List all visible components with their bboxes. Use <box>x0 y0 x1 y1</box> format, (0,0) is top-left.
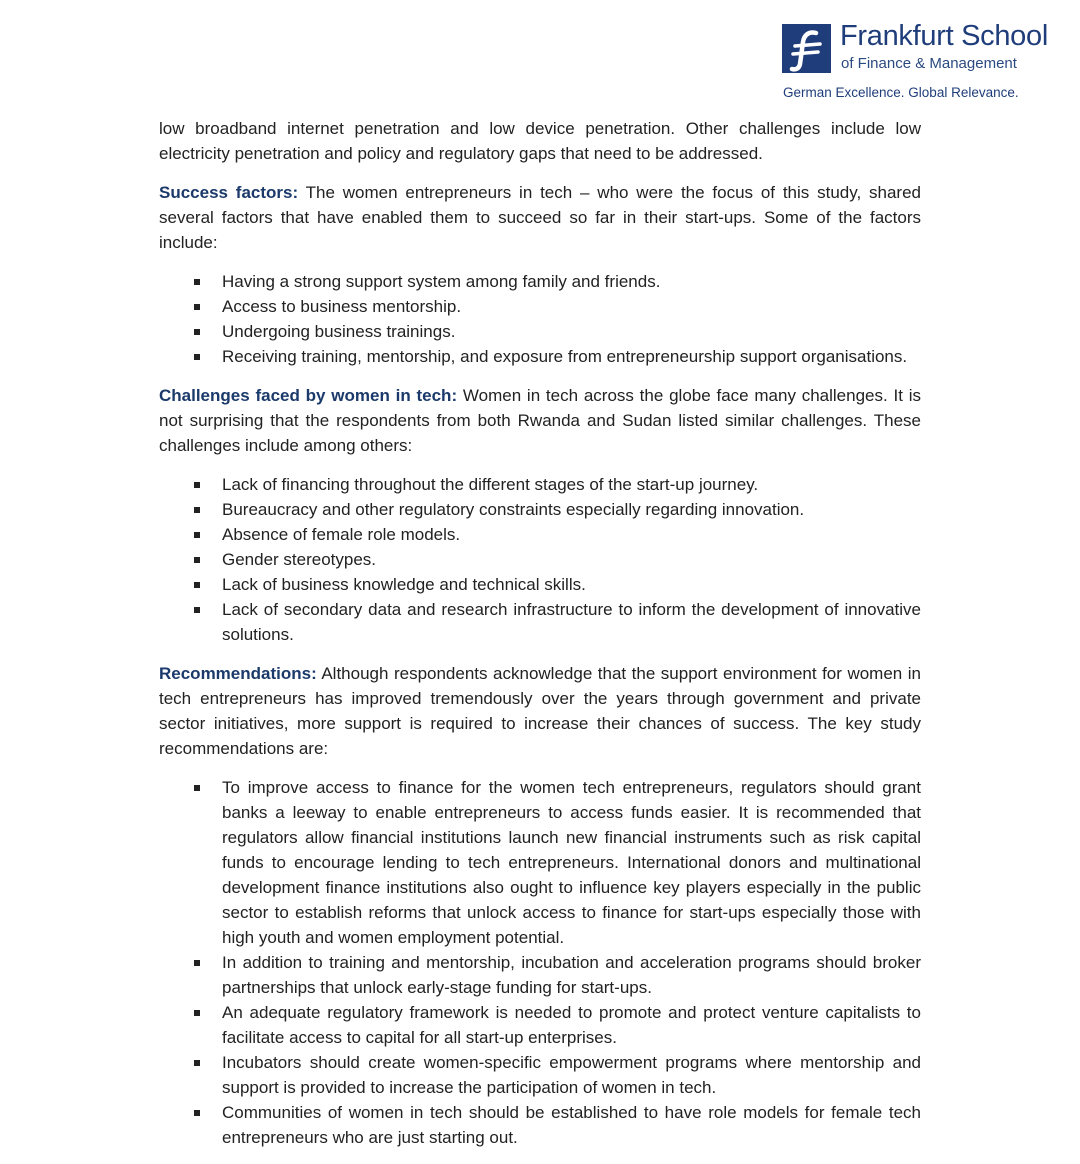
list-item: Absence of female role models. <box>159 522 921 547</box>
list-item: An adequate regulatory framework is needed to promote and protect venture capitalists to facilitate access to capital for all start-up enterprises. <box>159 1000 921 1050</box>
list-item: Receiving training, mentorship, and exposure from entrepreneurship support organisations. <box>159 344 921 369</box>
success-heading: Success factors: <box>159 183 299 202</box>
success-text: The women entrepreneurs in tech – who were the focus of this study, shared several factors that have enabled them to succeed so far in their start-ups. Some of the factors include: <box>159 183 921 252</box>
list-item: In addition to training and mentorship, incubation and acceleration programs should broker partnerships that unlock early-stage funding for start-ups. <box>159 950 921 1000</box>
challenges-paragraph <box>159 383 921 458</box>
list-item: Lack of business knowledge and technical skills. <box>159 572 921 597</box>
success-list <box>159 269 921 369</box>
list-item: To improve access to finance for the women tech entrepreneurs, regulators should grant banks a leeway to enable entrepreneurs to access funds easier. It is recommended that regulators allow financial institutions launch new financial instruments such as risk capital funds to encourage lending to tech entrepreneurs. International donors and multinational development finance institutions also ought to influence key players especially in the public sector to establish reforms that unlock access to finance for start-ups especially those with high youth and women employment potential. <box>159 775 921 950</box>
success-paragraph <box>159 180 921 255</box>
document-body <box>159 116 921 1164</box>
list-item: Lack of financing throughout the different stages of the start-up journey. <box>159 472 921 497</box>
list-item: Access to business mentorship. <box>159 294 921 319</box>
list-item: Incubators should create women-specific empowerment programs where mentorship and support is provided to increase the participation of women in tech. <box>159 1050 921 1100</box>
logo-subtitle: of Finance & Management <box>841 55 1017 72</box>
list-item: Communities of women in tech should be established to have role models for female tech entrepreneurs who are just starting out. <box>159 1100 921 1150</box>
recommendations-heading: Recommendations: <box>159 664 317 683</box>
list-item: Lack of secondary data and research infrastructure to inform the development of innovative solutions. <box>159 597 921 647</box>
list-item: Undergoing business trainings. <box>159 319 921 344</box>
intro-paragraph: low broadband internet penetration and low device penetration. Other challenges include low electricity penetration and policy and regulatory gaps that need to be addressed. <box>159 119 921 163</box>
challenges-heading: Challenges faced by women in tech: <box>159 386 458 405</box>
list-item: Bureaucracy and other regulatory constraints especially regarding innovation. <box>159 497 921 522</box>
recommendations-list <box>159 775 921 1150</box>
fs-logo-icon <box>782 24 831 73</box>
list-item: Having a strong support system among family and friends. <box>159 269 921 294</box>
logo-tagline: German Excellence. Global Relevance. <box>783 85 1019 100</box>
challenges-list <box>159 472 921 647</box>
recommendations-paragraph <box>159 661 921 761</box>
frankfurt-school-logo <box>782 20 1048 106</box>
challenges-text: Women in tech across the globe face many challenges. It is not surprising that the respondents from both Rwanda and Sudan listed similar challenges. These challenges include among others: <box>159 386 921 455</box>
recommendations-text: Although respondents acknowledge that the support environment for women in tech entrepreneurs has improved tremendously over the years through government and private sector initiatives, more support is required to increase their chances of success. The key study recommendations are: <box>159 664 921 758</box>
logo-name: Frankfurt School <box>840 20 1048 52</box>
list-item: Gender stereotypes. <box>159 547 921 572</box>
